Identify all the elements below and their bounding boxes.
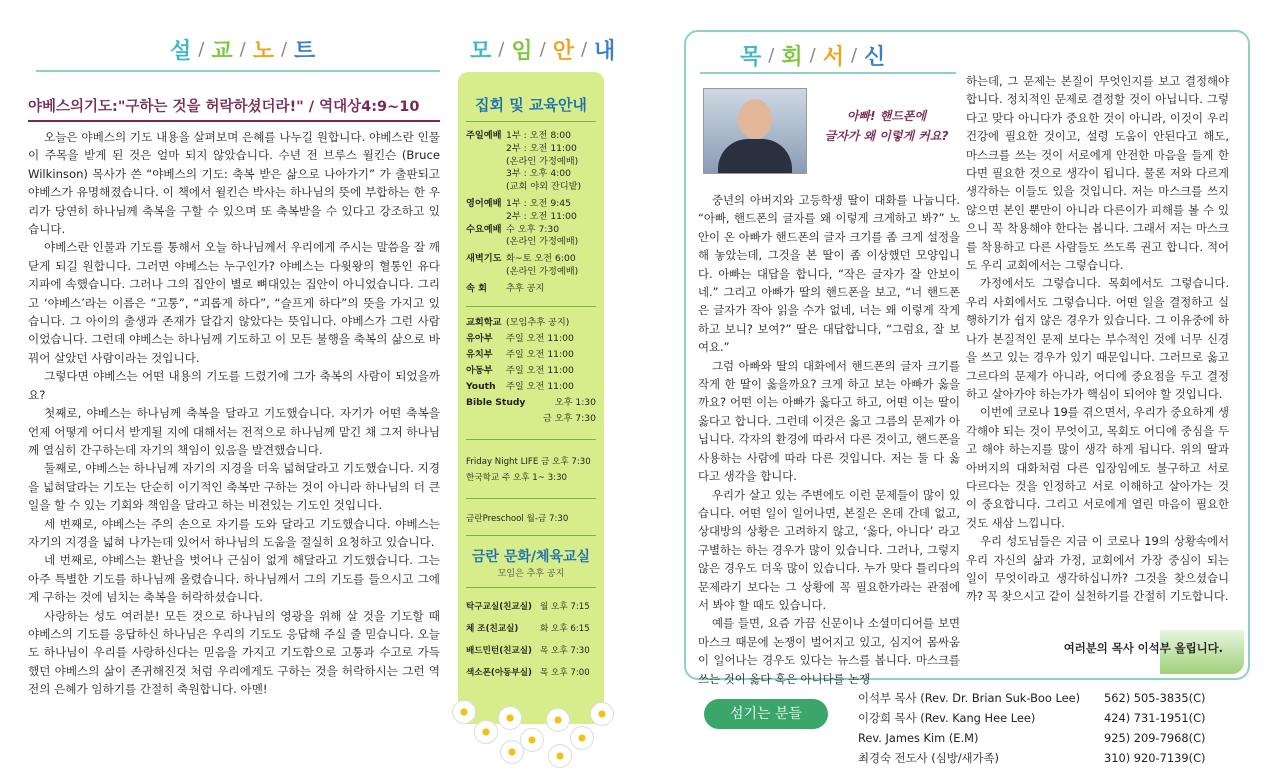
staff-name: 최경숙 전도사 (심방/새가족) <box>858 751 1000 765</box>
staff-row <box>858 708 1248 728</box>
class-label: 탁구교실(친교실) <box>466 601 532 612</box>
sermon-heading-rule <box>28 120 440 122</box>
education-time: 오후 1:30 <box>554 396 596 408</box>
title-separator: / <box>580 39 589 60</box>
daisy-icon <box>590 702 614 726</box>
service-label <box>466 168 506 181</box>
sermon-paragraph: 사랑하는 성도 여러분! 모든 것으로 하나님의 영광을 위해 살 것을 기도할 때 야베스의 기도를 응답하신 하나님은 우리의 기도도 응답해 주실 줄 믿습니다. 오늘도 하나님이 우리를 사랑하신다는 믿음을 가지고 기도함으로 고통과 수고로 가득했던 야베스의 삶이 존귀해진것 처럼 우리에게도 구하는 것을 허락하시는 그런 역전의 은혜가 임하기를 간절히 축원합니다. 아멘! <box>28 608 440 697</box>
title-underline <box>36 70 440 72</box>
class-time: 목 오후 7:30 <box>540 645 590 656</box>
class-label: 배드민턴(친교실) <box>466 645 532 656</box>
list-item <box>466 511 596 527</box>
sermon-body <box>28 128 440 699</box>
list-item <box>466 347 596 363</box>
sermon-notes-title <box>168 34 318 65</box>
sermon-paragraph: 그렇다면 야베스는 어떤 내용의 기도를 드렸기에 그가 축복의 사람이 되었을까요? <box>28 369 440 402</box>
title-char: 임 <box>511 39 534 64</box>
title-separator: / <box>809 45 817 66</box>
letter-paragraph: 가정에서도 그렇습니다. 목회에서도 그렇습니다. 우리 사회에서도 그렇습니다. 어떤 일을 결정하고 실행하기가 쉽지 않은 경우가 있습니다. 그 이유중에 하나가 본질적인 문제 보다는 부수적인 것에 너무 신경을 쓰고 있는 경우가 있기 때문입니다. 그러므로 옳고 그르다의 문제가 아니라, 어디에 중요점을 두고 결정하고 살아가야 하는가가 핵심이 되어야 할 것입니다. <box>966 276 1229 401</box>
list-item <box>466 198 596 211</box>
class-time: 월 오후 7:15 <box>540 601 590 612</box>
gathering-panel <box>458 72 604 724</box>
staff-list <box>858 688 1248 768</box>
title-char: 트 <box>294 39 317 64</box>
staff-name: Rev. James Kim (E.M) <box>858 731 979 745</box>
education-time: 주일 오전 11:00 <box>506 332 574 344</box>
daisy-icon <box>570 726 594 750</box>
education-label: Bible Study <box>466 396 526 408</box>
extra-item: Friday Night LIFE 금 오후 7:30 <box>466 456 591 467</box>
staff-row <box>858 728 1248 748</box>
list-item <box>466 283 596 296</box>
title-char: 서 <box>822 45 845 70</box>
service-time: (온라인 가정예배) <box>506 155 579 167</box>
serving-staff-label: 섬기는 분들 <box>704 699 828 729</box>
class-time: 목 오후 7:00 <box>540 667 590 678</box>
sermon-heading <box>28 95 440 122</box>
service-time: 1부 : 오전 8:00 <box>506 130 571 141</box>
education-label: Youth <box>466 380 496 392</box>
title-char: 내 <box>594 39 617 64</box>
title-separator: / <box>850 45 859 66</box>
education-time: 주일 오전 11:00 <box>506 364 574 376</box>
culture-section-title: 금란 문화/체육교실 <box>471 548 591 565</box>
sermon-paragraph: 둘째로, 야베스는 하나님께 자기의 지경을 더욱 넓혀달라고 기도했습니다. 지경을 넓혀달라는 기도는 단순히 이기적인 축복만 구하는 것이 아니라 하나님의 더 큰 일을 할 수 있는 기회와 책임을 달라고 하는 비젼있는 기도인 것입니다. <box>28 461 440 513</box>
service-label: 새벽기도 <box>466 253 502 265</box>
list-item <box>466 181 596 194</box>
service-time: 추후 공지 <box>506 282 545 294</box>
letter-quote <box>814 106 959 146</box>
daisy-icon <box>474 720 498 744</box>
culture-section-subtitle: 모임은 추후 공지 <box>497 568 565 579</box>
pastoral-letter-title <box>738 40 888 71</box>
service-label: 영어예배 <box>466 197 502 209</box>
title-char: 목 <box>740 45 763 70</box>
education-label: 유아부 <box>466 332 493 344</box>
list-item <box>466 662 596 684</box>
gathering-title <box>468 34 618 65</box>
list-item <box>466 618 596 640</box>
service-time: (온라인 가정예배) <box>506 265 579 277</box>
daisy-icon <box>548 744 572 768</box>
staff-name: 이강희 목사 (Rev. Kang Hee Lee) <box>858 711 1036 725</box>
service-label: 속 회 <box>466 282 487 294</box>
extra-list <box>458 454 604 527</box>
letter-paragraph: 중년의 아버지와 고등학생 딸이 대화를 나눕니다. “아빠, 핸드폰의 글자를 왜 이렇게 크게하고 봐?” 노안이 온 아빠가 핸드폰의 글자 크기를 좀 크게 설정을 해 놓았는데, 그것을 본 딸이 좀 이상했던 모양입니다. 아빠는 대답을 합니다, “작은 글자가 잘 안보이네.” 그리고 아빠가 딸의 핸드폰을 보고, “너 핸드폰은 글자가 작아 읽을 수가 없네, 너는 왜 이렇게 작게 하고 보니? 보여?” 딸은 대답합니다, “그럼요, 잘 보여요.” <box>698 193 960 355</box>
daisy-icon <box>452 700 476 724</box>
quote-line: 아빠! 핸드폰에 <box>846 109 927 123</box>
service-time: 화~토 오전 6:00 <box>506 253 576 265</box>
service-label: 수요예배 <box>466 223 502 235</box>
letter-paragraph: 이번에 코로나 19를 겪으면서, 우리가 중요하게 생각해야 되는 것이 무엇이고, 목회도 어디에 중심을 두고 해야 하는지를 많이 생각 하게 됩니다. 위의 딸과 아버지의 대화처럼 다른 입장임에도 불구하고 서로 다르다는 것을 인정하고 서로 이해하고 살아가는 것이 중요합니다. 그리고 서로에게 열린 마음이 필요한 것도 새삼 느낍니다. <box>966 405 1229 530</box>
list-item <box>466 156 596 169</box>
list-item <box>466 395 596 411</box>
daisy-icon <box>500 740 524 764</box>
list-item <box>466 143 596 156</box>
list-item <box>466 266 596 279</box>
staff-phone: 310) 920-7139(C) <box>1104 751 1206 765</box>
sermon-paragraph: 세 번째로, 야베스는 주의 손으로 자기를 도와 달라고 기도했습니다. 야베스는 자기의 지경을 넓혀 나가는데 있어서 하나님의 도움을 절실히 요청하고 있습니다. <box>28 516 440 549</box>
service-label: 주일예배 <box>466 130 502 141</box>
service-label <box>466 181 506 194</box>
divider <box>466 498 596 499</box>
letter-paragraph: 우리 성도님들은 지금 이 코로나 19의 상황속에서 우리 자신의 삶과 가정, 교회에서 가장 중심이 되는 일이 무엇이라고 생각하십니까? 그것을 찾으셨습니까? 꼭 찾으시고 같이 실천하기를 간절히 기도합니다. <box>966 534 1229 604</box>
divider <box>466 439 596 440</box>
title-char: 모 <box>470 39 493 64</box>
title-separator: / <box>280 39 289 60</box>
staff-phone: 925) 209-7968(C) <box>1104 731 1206 745</box>
staff-phone: 562) 505-3835(C) <box>1104 691 1206 705</box>
title-char: 설 <box>170 39 193 64</box>
sermon-paragraph: 오늘은 야베스의 기도 내용을 살펴보며 은혜를 나누길 원합니다. 야베스란 인물이 주목을 받게 된 것은 얼마 되지 않았습니다. 수년 전 브루스 윌킨슨 (Bruce Wilkinson) 목사가 쓴 “야베스의 기도: 축복 받은 삶으로 나아가기” 가 출판되고 야베스가 유명해졌습니다. 이 책에서 윌킨슨 박사는 하나님의 뜻에 부합하는 한 우리가 당연히 하나님께 축복을 구할 수 있으며 또 축복받을 수 있다고 강조하고 있습니다. <box>28 130 440 237</box>
list-item <box>466 411 596 427</box>
staff-name: 이석부 목사 (Rev. Dr. Brian Suk-Boo Lee) <box>858 691 1081 705</box>
title-char: 안 <box>552 39 575 64</box>
education-label: 유치부 <box>466 348 493 360</box>
extra-item: 금란Preschool 월-금 7:30 <box>466 513 569 524</box>
title-separator: / <box>498 39 506 60</box>
list-item <box>466 640 596 662</box>
letter-right-column <box>966 72 1229 606</box>
service-label <box>466 143 506 156</box>
list-item <box>466 454 596 470</box>
list-item <box>466 596 596 618</box>
letter-paragraph: 우리가 살고 있는 주변에도 이런 문제들이 많이 있습니다. 어떤 일이 일어나면, 본질은 온데 간데 없고, 상대방의 상황은 고려하지 않고, ‘옳다, 아니다’ 라고 구별하는 하는 경우가 많이 있습니다. 그러나, 그렇지 않은 경우도 더욱 많이 있습니다. 누가 맞다 틀리다의 문제라기 보다는 그 상황에 꼭 필요한가라는 관점에서 봐야 할 때도 있습니다. <box>698 487 960 612</box>
extra-item: 한국학교 주 오후 1~ 3:30 <box>466 472 568 483</box>
education-time: 주일 오전 11:00 <box>506 380 574 392</box>
list-item <box>466 379 596 395</box>
education-time: 금 오후 7:30 <box>542 412 596 424</box>
list-item <box>466 315 596 331</box>
title-char: 회 <box>781 45 804 70</box>
service-time: (온라인 가정예배) <box>506 236 579 248</box>
letter-signature: 여러분의 목사 이석부 올립니다. <box>1063 641 1223 655</box>
photo-suit <box>718 139 792 174</box>
letter-left-column <box>698 191 960 688</box>
title-separator: / <box>768 45 776 66</box>
sermon-paragraph: 네 번째로, 야베스는 환난을 벗어나 근심이 없게 해달라고 기도했습니다. 그는 아주 특별한 기도를 하나님께 올렸습니다. 하나님께서 그의 기도를 들으시고 그에게 구하는 것에 넘치는 축복을 허락하셨습니다. <box>28 553 440 605</box>
list-item <box>466 130 596 143</box>
education-list <box>458 315 604 427</box>
class-time: 화 오후 6:15 <box>540 623 590 634</box>
class-label: 체 조(친교실) <box>466 623 519 634</box>
list-item <box>466 236 596 249</box>
list-item <box>466 168 596 181</box>
title-underline <box>700 72 956 74</box>
photo-head <box>738 99 772 139</box>
list-item <box>466 211 596 224</box>
class-list <box>458 596 604 684</box>
letter-paragraph: 예를 들면, 요즘 가끔 신문이나 소셜미디어를 보면 마스크 때문에 논쟁이 벌어지고 있고, 심지어 몸싸움이 일어나는 경우도 있다는 뉴스를 봅니다. 마스크를 쓰는 것이 옳다 혹은 아니다를 논쟁 <box>698 616 960 686</box>
title-char: 노 <box>252 39 275 64</box>
education-time: (모임추후 공지) <box>506 316 570 328</box>
gathering-section-title: 집회 및 교육안내 <box>475 96 587 114</box>
list-item <box>466 253 596 266</box>
title-char: 교 <box>211 39 234 64</box>
quote-line: 글자가 왜 이렇게 커요? <box>824 129 949 143</box>
staff-row <box>858 688 1248 708</box>
daisy-icon <box>498 706 522 730</box>
service-time: 2부 : 오전 11:00 <box>506 142 577 154</box>
title-char: 신 <box>864 45 887 70</box>
service-label <box>466 156 506 169</box>
title-separator: / <box>539 39 547 60</box>
service-time: (교회 야외 잔디밭) <box>506 181 582 193</box>
service-label <box>466 236 506 249</box>
service-time: 2부 : 오전 11:00 <box>506 210 577 222</box>
service-list <box>458 130 604 296</box>
divider <box>466 121 596 122</box>
service-time: 수 오후 7:30 <box>506 223 560 235</box>
list-item <box>466 224 596 237</box>
daisy-icon <box>546 708 570 732</box>
staff-phone: 424) 731-1951(C) <box>1104 711 1206 725</box>
divider <box>466 587 596 588</box>
staff-row <box>858 748 1248 768</box>
pastor-photo <box>703 88 807 174</box>
sermon-paragraph: 첫째로, 야베스는 하나님께 축복을 달라고 기도했습니다. 자기가 어떤 축복을 언제 어떻게 어디서 받게될 지에 대해서는 전적으로 하나님께 맡긴 채 그저 하나님께 열심히 간구하는데 자기의 책임이 있음을 발견했습니다. <box>28 406 440 457</box>
list-item <box>466 470 596 486</box>
letter-paragraph: 하는데, 그 문제는 본질이 무엇인지를 보고 결정해야 합니다. 정치적인 문제로 결정할 것이 아닙니다. 그렇다고 맞다 아니다가 중요한 것이 아니라, 이것이 우리 건강에 필요한 것이고, 설령 도움이 안된다고 해도, 마스크를 쓰는 것이 서로에게 안전한 마음을 들게 한다면 필요한 것으로 생각이 됩니다. 물론 저와 다르게 생각하는 이들도 있을 것입니다. 저는 마스크를 쓰지 않으면 본인 뿐만이 아니라 다른이가 피해를 볼 수 있으니 꼭 착용해야 한다는 봅니다. 그래서 저는 마스크를 착용하고 다른 사람들도 쓰도록 권고 합니다. 적어도 우리 교회에서는 그렇습니다. <box>966 74 1229 273</box>
class-label: 색소폰(아동부실) <box>466 667 532 678</box>
service-time: 1부 : 오전 9:45 <box>506 197 571 209</box>
list-item <box>466 363 596 379</box>
education-time: 주일 오전 11:00 <box>506 348 574 360</box>
title-separator: / <box>198 39 206 60</box>
divider <box>466 306 596 307</box>
list-item <box>466 331 596 347</box>
service-time: 3부 : 오후 4:00 <box>506 168 571 180</box>
divider <box>466 535 596 536</box>
service-label <box>466 266 506 279</box>
title-separator: / <box>239 39 247 60</box>
education-label <box>466 411 506 427</box>
education-label: 교회학교 <box>466 316 502 328</box>
sermon-paragraph: 야베스란 인물과 기도를 통해서 오늘 하나님께서 우리에게 주시는 말씀을 잘 깨닫게 되길 원합니다. 그러면 야베스는 누구인가? 야베스는 다윗왕의 혈통인 유다지파에 속했습니다. 그러나 그의 집안이 별로 뼈대있는 집안이 아니었습니다. 그리고 ‘야베스’라는 이름은 “고통”, “괴롭게 하다”, “슬프게 하다”의 뜻을 가지고 있습니다. 그 아이의 출생과 존재가 달갑지 않았다는 뜻입니다. 야베스가 그런 사람이었습니다. 그런데 야베스는 하나님께 기도하고 이 모든 불행을 축복의 삶으로 바꿔어 살았던 사람이라는 것입니다. <box>28 240 440 365</box>
letter-paragraph: 그럼 아빠와 딸의 대화에서 핸드폰의 글자 크기를 작게 한 딸이 옳을까요? 크게 하고 보는 아빠가 옳을까요? 어떤 이는 아빠가 옳다고 하고, 어떤 이는 딸이 옳다고 합니다. 그런데 이것은 옳고 그름의 문제가 아닙니다. 각자의 환경에 따라서 다른 것이고, 핸드폰을 사용하는 사람에 따라 다른 것입니다. 저는 둘 다 옳다고 생각을 합니다. <box>698 358 960 484</box>
service-label <box>466 211 506 224</box>
sermon-heading-text: 야베스의기도:"구하는 것을 허락하셨더라!" / 역대상4:9~10 <box>28 99 420 115</box>
education-label: 아동부 <box>466 364 493 376</box>
